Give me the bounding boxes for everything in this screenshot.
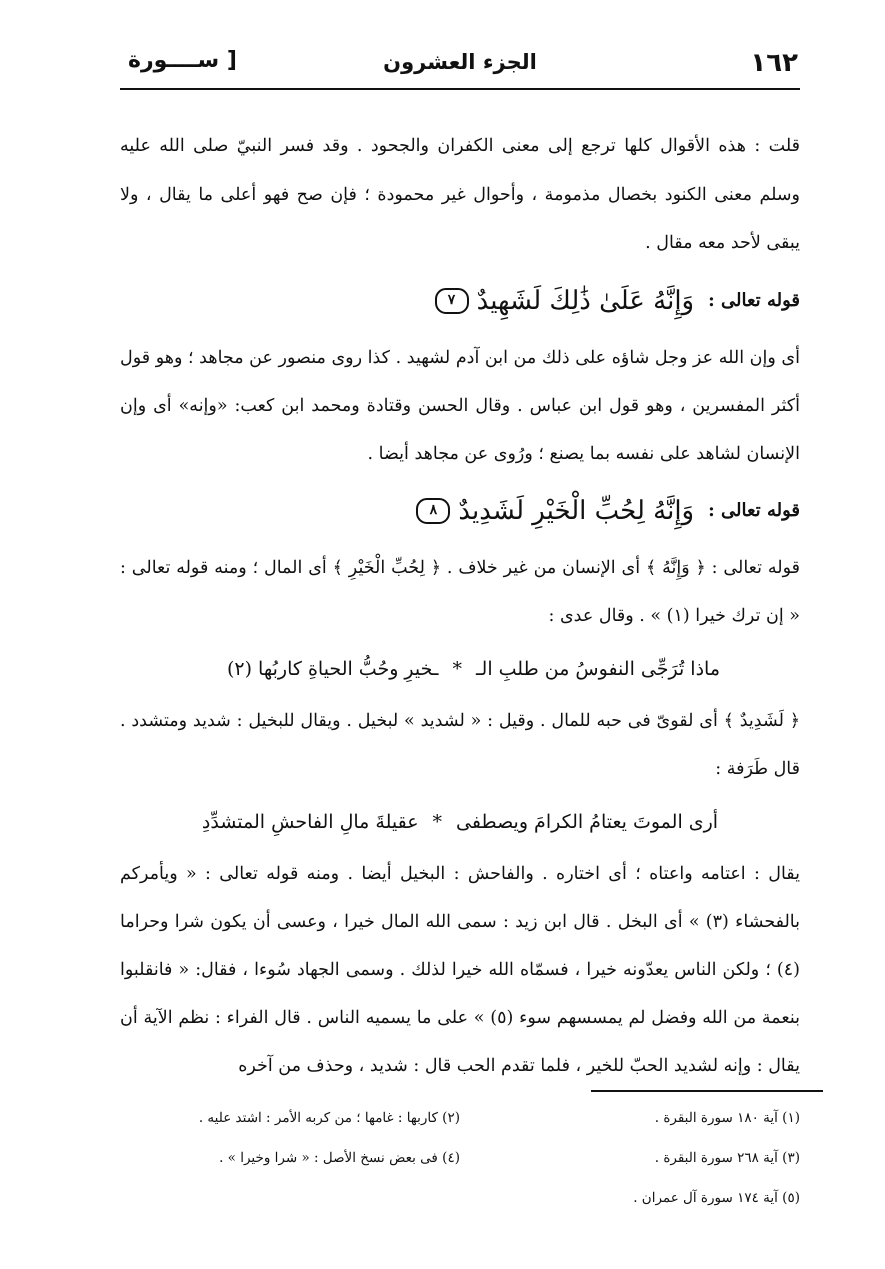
header-rule [120, 88, 800, 90]
sura-label: [ ســــورة [128, 48, 237, 73]
verse-label: قوله تعالى : [708, 290, 800, 311]
page-number: ١٦٢ [750, 48, 798, 78]
footnote: (٢) كاربها : غامها ؛ من كربه الأمر : اشتد عليه . [198, 1110, 460, 1126]
verse-line-8 [120, 478, 800, 544]
poem-separator: * [432, 810, 443, 833]
poem-verse-tarafa [120, 794, 800, 850]
footnote-row [120, 1098, 800, 1138]
poem-hemistich-second: عقيلةَ مالِ الفاحشِ المتشدِّدِ [201, 810, 419, 833]
quran-verse-text: وَإِنَّهُ لِحُبِّ الْخَيْرِ لَشَدِيدٌ [458, 495, 695, 526]
poem-hemistich-first: أرى الموتَ يعتامُ الكرامَ ويصطفى [456, 810, 719, 833]
paragraph-commentary-5: يقال : اعتامه واعتاه ؛ أى اختاره . والفاحش : البخيل أيضا . ومنه قوله تعالى : « ويأمركم بالفحشاء (٣) » أى البخل . قال ابن زيد : سمى الله المال خيرا ، وعسى أن يكون شرا وحراما (٤) ؛ ولكن الناس يعدّونه خيرا ، فسمّاه الله خيرا لذلك . وسمى الجهاد سُوءا ، فقال: « فانقلبوا بنعمة من الله وفضل لم يمسسهم سوء (٥) » على ما يسميه الناس . قال الفراء : نظم الآية أن يقال : وإنه لشديد الحبّ للخير ، فلما تقدم الحب قال : شديد ، وحذف من آخره [120, 863, 800, 1076]
poem-hemistich-first: ماذا تُرَجِّى النفوسُ من طلبِ الـ [475, 657, 720, 680]
paragraph-commentary-2: أى وإن الله عز وجل شاؤه على ذلك من ابن آدم لشهيد . كذا روى منصور عن مجاهد ؛ وهو قول أكثر المفسرين ، وهو قول ابن عباس . وقال الحسن وقتادة ومحمد ابن كعب: «وإنه» أى وإن الإنسان لشاهد على نفسه بما يصنع ؛ ورُوى عن مجاهد أيضا . [120, 347, 800, 464]
paragraph-commentary-4: ﴿ لَشَدِيدٌ ﴾ أى لقوىّ فى حبه للمال . وقيل : « لشديد » لبخيل . ويقال للبخيل : شديد ومتشدد . قال طَرَفة : [120, 710, 800, 779]
footnotes [120, 1098, 800, 1218]
footnote-row [120, 1138, 800, 1178]
footnote-rule [591, 1090, 823, 1092]
footnote: (٥) آية ١٧٤ سورة آل عمران . [633, 1190, 800, 1206]
poem-separator: * [452, 657, 462, 680]
footnote: (١) آية ١٨٠ سورة البقرة . [654, 1110, 800, 1126]
running-title: الجزء العشرون [383, 50, 537, 74]
paragraph-commentary-1: قلت : هذه الأقوال كلها ترجع إلى معنى الكفران والجحود . وقد فسر النبيّ صلى الله عليه وسلم معنى الكنود بخصال مذمومة ، وأحوال غير محمودة ؛ فإن صح فهو أعلى ما يقال ، ولا يبقى لأحد معه مقال . [120, 136, 800, 253]
ayah-number-marker: ٧ [435, 288, 469, 314]
verse-label: قوله تعالى : [708, 500, 800, 521]
footnote: (٣) آية ٢٦٨ سورة البقرة . [654, 1150, 800, 1166]
footnote-row [120, 1178, 800, 1218]
page-header [120, 40, 800, 88]
verse-line-7 [120, 268, 800, 334]
footnote: (٤) فى بعض نسخ الأصل : « شرا وخيرا » . [219, 1150, 460, 1166]
quran-verse-text: وَإِنَّهُ عَلَىٰ ذَٰلِكَ لَشَهِيدٌ [476, 285, 695, 316]
paragraph-commentary-3: قوله تعالى : ﴿ وَإِنَّهُ ﴾ أى الإنسان من غير خلاف . ﴿ لِحُبِّ الْخَيْرِ ﴾ أى المال ؛ ومنه قوله تعالى : « إن ترك خيرا (١) » . وقال عدى : [120, 557, 800, 626]
poem-verse-adi [120, 641, 800, 697]
poem-hemistich-second: ـخيرِ وحُبُّ الحياةِ كاربُها (٢) [226, 657, 439, 680]
ayah-number-marker: ٨ [416, 498, 450, 524]
page-body [120, 122, 800, 1090]
